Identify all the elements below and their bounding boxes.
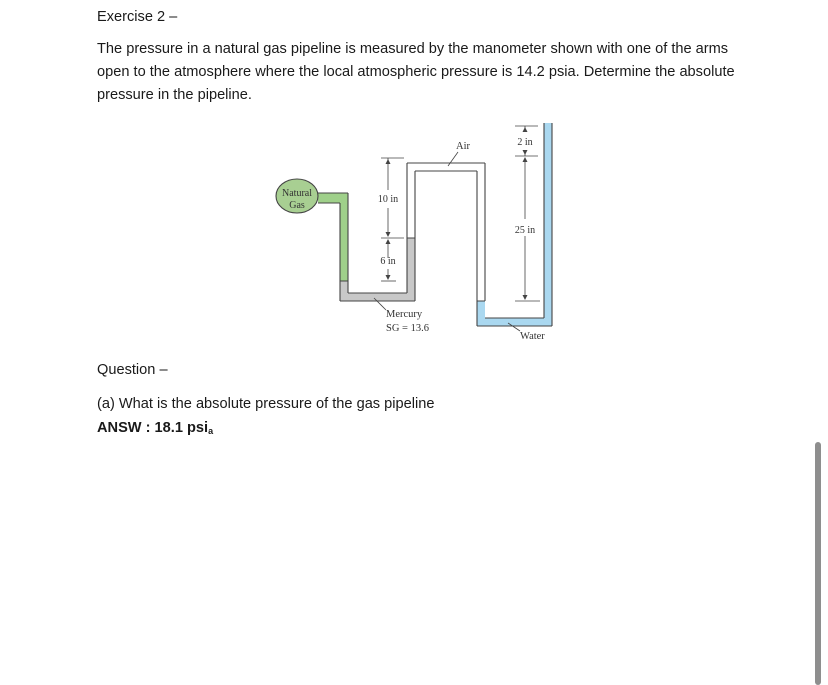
air-leader <box>448 152 458 166</box>
question-text: (a) What is the absolute pressure of the gas pipeline <box>97 396 435 412</box>
manometer-figure <box>268 118 568 350</box>
water-fill-bottom <box>477 318 552 326</box>
problem-statement: The pressure in a natural gas pipeline is measured by the manometer shown with one of the arms open to the atmosphere where the local atmospheric pressure is 14.2 psia. Determine the absolute pressure in the pipeline. <box>97 41 735 103</box>
natural-gas-label-line2: Gas <box>289 200 305 211</box>
air-label: Air <box>456 141 470 152</box>
dim-2in-label: 2 in <box>517 137 533 148</box>
mercury-label: Mercury <box>386 309 423 320</box>
water-fill-right <box>544 123 552 326</box>
answer <box>97 417 213 443</box>
dim-10in-label: 10 in <box>377 194 399 205</box>
question-label: Question – <box>97 362 168 378</box>
vertical-scrollbar[interactable] <box>815 442 821 685</box>
mercury-fill-right <box>407 238 415 301</box>
exercise-title: Exercise 2 – <box>97 9 178 25</box>
natural-gas-label-line1: Natural <box>282 188 312 199</box>
gas-fill-vertical <box>340 193 348 281</box>
mercury-sg-label: SG = 13.6 <box>386 323 429 334</box>
water-label: Water <box>520 331 545 342</box>
mercury-fill-bottom <box>340 293 415 301</box>
answer-subscript: a <box>208 426 214 436</box>
dim-25in-label: 25 in <box>514 225 536 236</box>
answer-value: ANSW : 18.1 psi <box>97 420 209 436</box>
dimension-lines-right <box>515 126 540 301</box>
dim-6in-label: 6 in <box>380 256 396 267</box>
